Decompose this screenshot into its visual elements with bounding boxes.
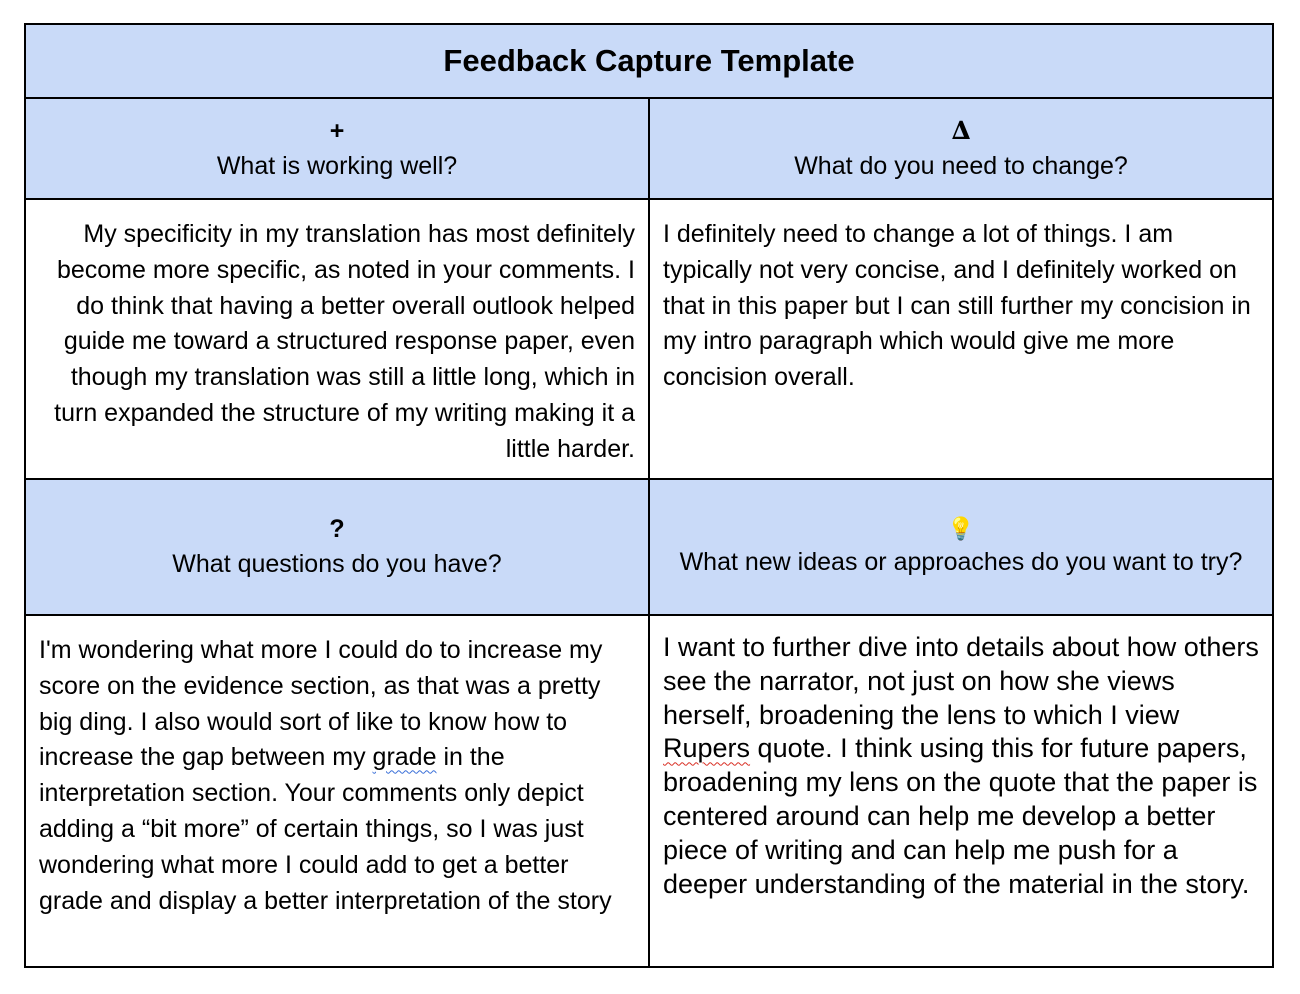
working-well-header bbox=[25, 98, 649, 199]
plus-icon: + bbox=[329, 116, 345, 145]
new-ideas-response bbox=[650, 616, 1272, 901]
questions-response-cell[interactable] bbox=[25, 615, 649, 967]
lightbulb-icon: 💡 bbox=[947, 516, 975, 541]
delta-icon: ∆ bbox=[951, 115, 971, 145]
working-well-prompt: What is working well? bbox=[216, 151, 458, 180]
need-to-change-header bbox=[649, 98, 1273, 199]
spelling-flagged-word[interactable]: Rupers bbox=[663, 733, 751, 764]
questions-prompt: What questions do you have? bbox=[172, 550, 502, 578]
new-ideas-response-text-end: quote. I think using this for future papers, broadening my lens on the quote that the paper is centered around can help me develop a better piece of writing and can help me push for a deeper understanding of the material in the story. bbox=[663, 733, 1258, 899]
feedback-capture-table bbox=[24, 23, 1274, 968]
new-ideas-response-text: I want to further dive into details about how others see the narrator, not just on how she views herself, broadening the lens to which I view bbox=[663, 632, 1259, 730]
title-cell bbox=[25, 24, 1273, 98]
need-to-change-response-cell[interactable] bbox=[649, 199, 1273, 479]
questions-response bbox=[26, 616, 648, 919]
new-ideas-prompt: What new ideas or approaches do you want to try? bbox=[679, 548, 1243, 576]
questions-response-text-end: in the interpretation section. Your comments only depict adding a “bit more” of certain things, so I was just wondering what more I could add to get a better grade and display a better interpretation of the story bbox=[39, 743, 612, 915]
new-ideas-response-cell[interactable] bbox=[649, 615, 1273, 967]
need-to-change-response: I definitely need to change a lot of things. I am typically not very concise, and I definitely worked on that in this paper but I can still further my concision in my intro paragraph which would give me more concision overall. bbox=[663, 220, 1251, 392]
questions-header bbox=[25, 479, 649, 615]
question-mark-icon: ? bbox=[329, 515, 345, 543]
questions-response-text: I'm wondering what more I could do to increase my score on the evidence section, as that was a pretty big ding. I also would sort of like to know how to increase the gap between my bbox=[39, 636, 603, 772]
new-ideas-header bbox=[649, 479, 1273, 615]
working-well-response-cell[interactable] bbox=[25, 199, 649, 479]
need-to-change-prompt: What do you need to change? bbox=[794, 151, 1128, 180]
page-title: Feedback Capture Template bbox=[443, 43, 855, 78]
working-well-response: My specificity in my translation has most definitely become more specific, as noted in your comments. I do think that having a better overall outlook helped guide me toward a structured response paper, even though my translation was still a little long, which in turn expanded the structure of my writing making it a little harder. bbox=[54, 220, 635, 463]
grammar-flagged-word[interactable]: grade bbox=[372, 743, 437, 772]
